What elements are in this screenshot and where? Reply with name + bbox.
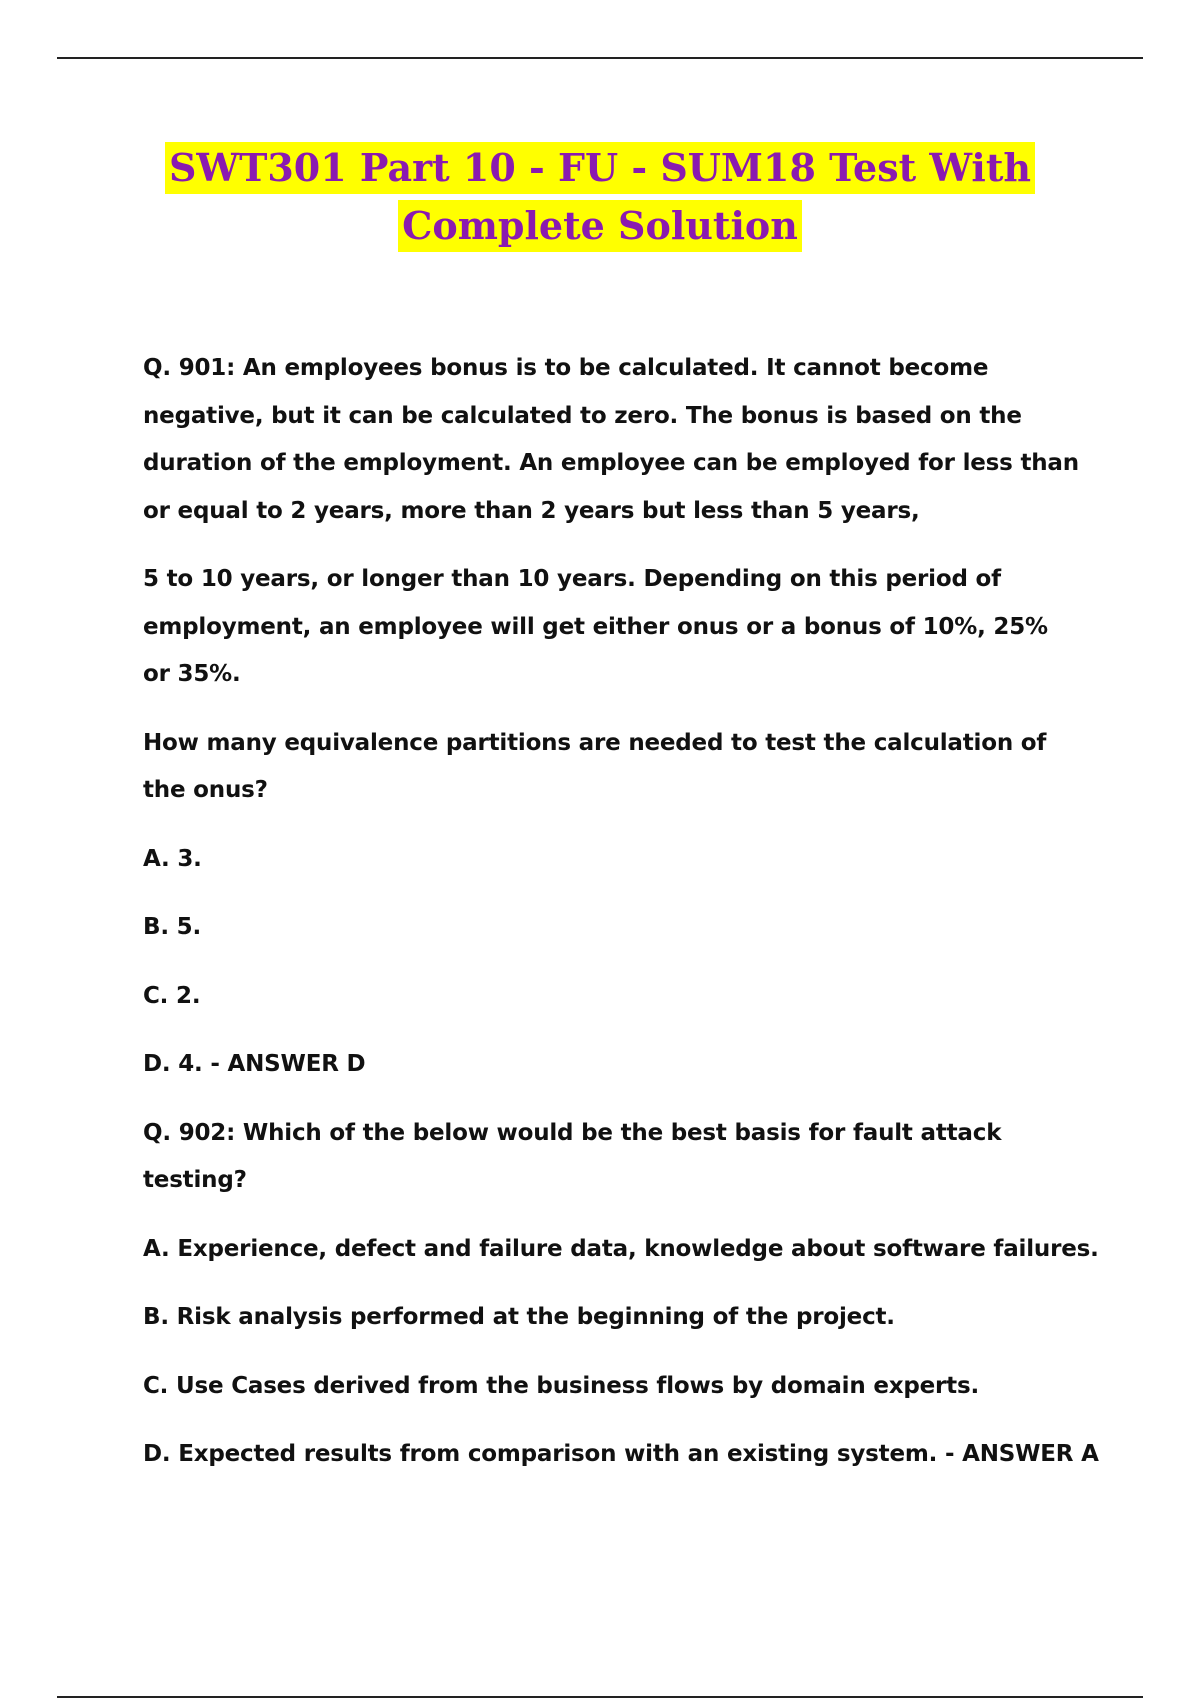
question-902-prompt: Q. 902: Which of the below would be the best basis for fault attack testing? bbox=[143, 1119, 1002, 1193]
question-901-option-d: D. 4. - ANSWER D bbox=[143, 1051, 366, 1077]
bottom-rule bbox=[57, 1696, 1143, 1698]
top-rule bbox=[57, 57, 1143, 59]
question-901-option-b: B. 5. bbox=[143, 914, 202, 940]
title-line-2: Complete Solution bbox=[398, 200, 802, 252]
title-line-1: SWT301 Part 10 - FU - SUM18 Test With bbox=[165, 142, 1035, 194]
question-901-option-a: A. 3. bbox=[143, 845, 202, 872]
question-901-text-1: Q. 901: An employees bonus is to be calculated. It cannot become negative, but it can be calculated to zero. The bonus is based on the duration of the employment. An employee can be employed for less than or equal to 2 years, more than 2 years but less than 5 years, bbox=[143, 355, 1079, 524]
question-content bbox=[143, 345, 1103, 1500]
question-902-option-b: B. Risk analysis performed at the beginning of the project. bbox=[143, 1304, 895, 1330]
document-title bbox=[60, 142, 1140, 252]
question-902-option-d: D. Expected results from comparison with an existing system. - ANSWER A bbox=[143, 1441, 1099, 1467]
question-901-prompt: How many equivalence partitions are needed to test the calculation of the onus? bbox=[143, 729, 1047, 803]
question-901-option-c: C. 2. bbox=[143, 982, 201, 1009]
question-902-option-a: A. Experience, defect and failure data, knowledge about software failures. bbox=[143, 1235, 1099, 1262]
question-901-text-2: 5 to 10 years, or longer than 10 years. Depending on this period of employment, an employee will get either onus or a bonus of 10%, 25% or 35%. bbox=[143, 566, 1048, 687]
question-902-option-c: C. Use Cases derived from the business flows by domain experts. bbox=[143, 1372, 979, 1399]
